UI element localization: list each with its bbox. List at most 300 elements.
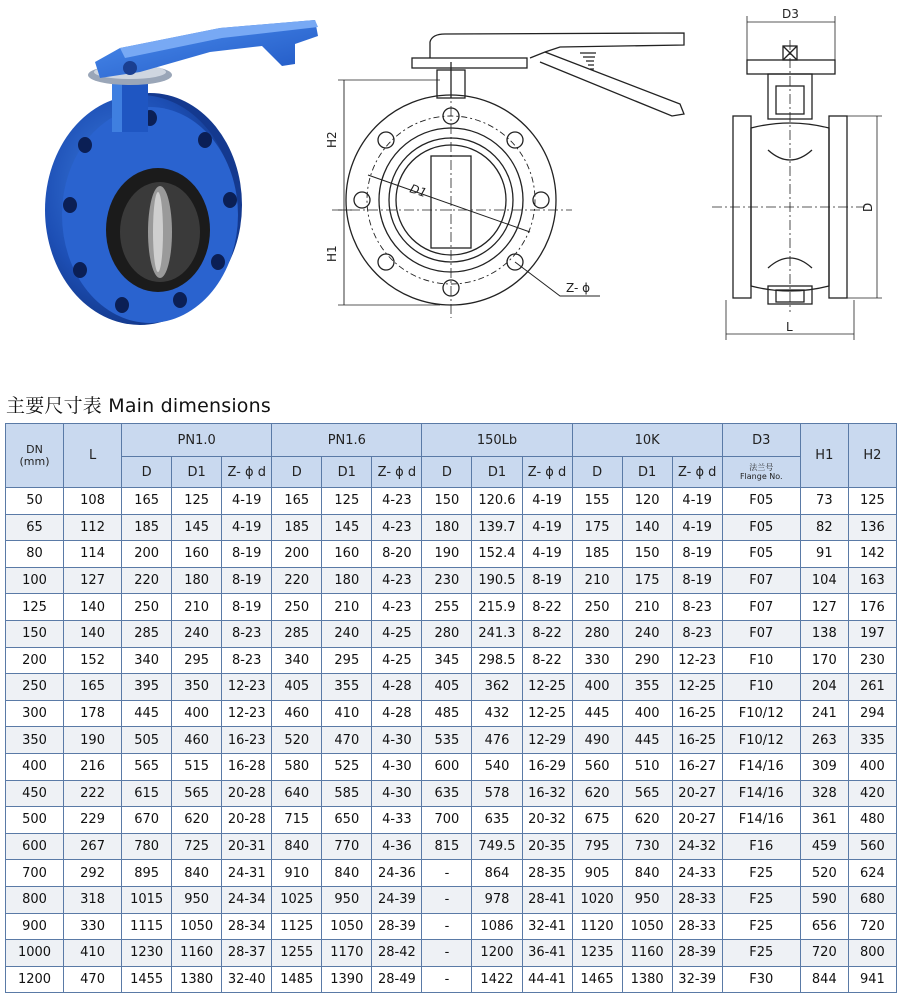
cell-10k-d1: 150 bbox=[622, 541, 672, 568]
cell-pn10-d: 285 bbox=[122, 620, 172, 647]
cell-pn10-zphid: 8-19 bbox=[222, 594, 272, 621]
cell-h2: 680 bbox=[848, 886, 896, 913]
cell-pn16-d1: 145 bbox=[322, 514, 372, 541]
cell-10k-zphid: 8-19 bbox=[672, 541, 722, 568]
cell-10k-zphid: 28-39 bbox=[672, 940, 722, 967]
header-d3: D3 bbox=[722, 424, 800, 457]
cell-pn16-d: 165 bbox=[272, 488, 322, 515]
cell-pn16-zphid: 4-23 bbox=[372, 567, 422, 594]
cell-h2: 125 bbox=[848, 488, 896, 515]
cell-pn10-d: 185 bbox=[122, 514, 172, 541]
cell-10k-zphid: 28-33 bbox=[672, 913, 722, 940]
header-sub-zphid: Z- ϕ d bbox=[222, 457, 272, 488]
cell-h1: 204 bbox=[800, 674, 848, 701]
header-l: L bbox=[64, 424, 122, 488]
cell-10k-d: 620 bbox=[572, 780, 622, 807]
cell-pn10-d: 1455 bbox=[122, 966, 172, 993]
cell-10k-d1: 1050 bbox=[622, 913, 672, 940]
cell-pn16-zphid: 24-39 bbox=[372, 886, 422, 913]
cell-pn16-d: 715 bbox=[272, 807, 322, 834]
cell-dn: 250 bbox=[6, 674, 64, 701]
cell-pn10-zphid: 12-23 bbox=[222, 700, 272, 727]
cell-pn10-d1: 240 bbox=[172, 620, 222, 647]
cell-10k-d1: 730 bbox=[622, 833, 672, 860]
label-z-phi: Z- ϕ bbox=[566, 281, 591, 295]
cell-pn10-zphid: 24-31 bbox=[222, 860, 272, 887]
cell-pn16-zphid: 4-28 bbox=[372, 674, 422, 701]
cell-150lb-zphid: 16-29 bbox=[522, 753, 572, 780]
cell-150lb-zphid: 12-25 bbox=[522, 674, 572, 701]
cell-h2: 624 bbox=[848, 860, 896, 887]
cell-pn16-zphid: 4-30 bbox=[372, 753, 422, 780]
cell-150lb-zphid: 8-22 bbox=[522, 620, 572, 647]
cell-pn10-zphid: 24-34 bbox=[222, 886, 272, 913]
cell-pn10-zphid: 16-23 bbox=[222, 727, 272, 754]
cell-150lb-zphid: 16-32 bbox=[522, 780, 572, 807]
cell-150lb-zphid: 12-25 bbox=[522, 700, 572, 727]
cell-pn16-d: 460 bbox=[272, 700, 322, 727]
cell-d3-flange: F05 bbox=[722, 541, 800, 568]
cell-pn16-zphid: 4-25 bbox=[372, 647, 422, 674]
cell-10k-d: 280 bbox=[572, 620, 622, 647]
cell-10k-zphid: 12-23 bbox=[672, 647, 722, 674]
cell-10k-d1: 620 bbox=[622, 807, 672, 834]
cell-dn: 200 bbox=[6, 647, 64, 674]
cell-h2: 261 bbox=[848, 674, 896, 701]
cell-pn16-d1: 650 bbox=[322, 807, 372, 834]
cell-10k-zphid: 16-25 bbox=[672, 727, 722, 754]
cell-10k-d1: 1160 bbox=[622, 940, 672, 967]
cell-h1: 590 bbox=[800, 886, 848, 913]
cell-150lb-d1: 190.5 bbox=[472, 567, 522, 594]
cell-pn10-zphid: 4-19 bbox=[222, 514, 272, 541]
cell-150lb-d1: 978 bbox=[472, 886, 522, 913]
cell-pn16-d1: 770 bbox=[322, 833, 372, 860]
cell-150lb-d: 180 bbox=[422, 514, 472, 541]
cell-h1: 309 bbox=[800, 753, 848, 780]
cell-d3-flange: F10/12 bbox=[722, 700, 800, 727]
cell-10k-d1: 140 bbox=[622, 514, 672, 541]
cell-pn10-d1: 210 bbox=[172, 594, 222, 621]
header-dn-label: DN bbox=[26, 442, 43, 456]
cell-pn16-d1: 1050 bbox=[322, 913, 372, 940]
cell-pn16-d1: 180 bbox=[322, 567, 372, 594]
cell-10k-d: 330 bbox=[572, 647, 622, 674]
cell-pn10-d1: 725 bbox=[172, 833, 222, 860]
cell-pn10-zphid: 32-40 bbox=[222, 966, 272, 993]
cell-10k-d: 250 bbox=[572, 594, 622, 621]
cell-10k-zphid: 16-25 bbox=[672, 700, 722, 727]
label-h1: H1 bbox=[325, 245, 339, 262]
cell-l: 127 bbox=[64, 567, 122, 594]
cell-150lb-d: 150 bbox=[422, 488, 472, 515]
cell-pn16-d1: 125 bbox=[322, 488, 372, 515]
cell-h2: 142 bbox=[848, 541, 896, 568]
cell-h2: 136 bbox=[848, 514, 896, 541]
cell-pn10-d1: 620 bbox=[172, 807, 222, 834]
cell-150lb-d1: 241.3 bbox=[472, 620, 522, 647]
illustration-area bbox=[0, 0, 900, 385]
cell-pn10-zphid: 16-28 bbox=[222, 753, 272, 780]
cell-150lb-zphid: 32-41 bbox=[522, 913, 572, 940]
cell-pn16-d1: 410 bbox=[322, 700, 372, 727]
label-d: D bbox=[861, 202, 875, 212]
cell-d3-flange: F30 bbox=[722, 966, 800, 993]
cell-pn10-d1: 1160 bbox=[172, 940, 222, 967]
cell-150lb-zphid: 44-41 bbox=[522, 966, 572, 993]
cell-d3-flange: F14/16 bbox=[722, 807, 800, 834]
header-dn bbox=[6, 424, 64, 488]
cell-150lb-d1: 540 bbox=[472, 753, 522, 780]
table-row bbox=[6, 541, 897, 568]
cell-150lb-d: - bbox=[422, 940, 472, 967]
cell-pn10-zphid: 28-37 bbox=[222, 940, 272, 967]
cell-pn10-d: 615 bbox=[122, 780, 172, 807]
cell-pn16-d1: 470 bbox=[322, 727, 372, 754]
cell-pn16-zphid: 28-39 bbox=[372, 913, 422, 940]
header-dn-unit: (mm) bbox=[19, 454, 50, 468]
cell-150lb-d: 535 bbox=[422, 727, 472, 754]
cell-h1: 104 bbox=[800, 567, 848, 594]
cell-l: 178 bbox=[64, 700, 122, 727]
cell-pn16-d: 1025 bbox=[272, 886, 322, 913]
cell-pn16-zphid: 4-33 bbox=[372, 807, 422, 834]
cell-150lb-zphid: 12-29 bbox=[522, 727, 572, 754]
header-sub-d1: D1 bbox=[172, 457, 222, 488]
cell-pn16-zphid: 28-49 bbox=[372, 966, 422, 993]
cell-10k-d: 445 bbox=[572, 700, 622, 727]
cell-pn16-d: 580 bbox=[272, 753, 322, 780]
cell-pn16-zphid: 4-23 bbox=[372, 514, 422, 541]
table-row bbox=[6, 514, 897, 541]
cell-150lb-d: 255 bbox=[422, 594, 472, 621]
cell-10k-d1: 240 bbox=[622, 620, 672, 647]
cell-l: 229 bbox=[64, 807, 122, 834]
cell-dn: 900 bbox=[6, 913, 64, 940]
cell-l: 222 bbox=[64, 780, 122, 807]
cell-dn: 500 bbox=[6, 807, 64, 834]
cell-pn10-zphid: 12-23 bbox=[222, 674, 272, 701]
cell-pn10-d1: 125 bbox=[172, 488, 222, 515]
cell-10k-d: 560 bbox=[572, 753, 622, 780]
cell-pn10-d: 165 bbox=[122, 488, 172, 515]
cell-pn10-d: 505 bbox=[122, 727, 172, 754]
cell-10k-d1: 510 bbox=[622, 753, 672, 780]
cell-150lb-zphid: 36-41 bbox=[522, 940, 572, 967]
cell-10k-d1: 950 bbox=[622, 886, 672, 913]
cell-d3-flange: F05 bbox=[722, 514, 800, 541]
cell-dn: 350 bbox=[6, 727, 64, 754]
cell-10k-d: 905 bbox=[572, 860, 622, 887]
cell-pn10-d1: 145 bbox=[172, 514, 222, 541]
cell-h1: 241 bbox=[800, 700, 848, 727]
cell-10k-zphid: 20-27 bbox=[672, 780, 722, 807]
header-h2: H2 bbox=[848, 424, 896, 488]
cell-10k-zphid: 8-23 bbox=[672, 594, 722, 621]
cell-150lb-d1: 476 bbox=[472, 727, 522, 754]
cell-10k-d: 1120 bbox=[572, 913, 622, 940]
table-row bbox=[6, 940, 897, 967]
table-row bbox=[6, 567, 897, 594]
table-row bbox=[6, 860, 897, 887]
cell-150lb-d: - bbox=[422, 966, 472, 993]
cell-h2: 176 bbox=[848, 594, 896, 621]
cell-pn10-d1: 400 bbox=[172, 700, 222, 727]
cell-150lb-d: 815 bbox=[422, 833, 472, 860]
table-row bbox=[6, 727, 897, 754]
cell-pn16-d1: 585 bbox=[322, 780, 372, 807]
cell-pn10-d: 250 bbox=[122, 594, 172, 621]
cell-h1: 263 bbox=[800, 727, 848, 754]
cell-d3-flange: F25 bbox=[722, 913, 800, 940]
header-group-10k: 10K bbox=[572, 424, 722, 457]
cell-10k-zphid: 24-32 bbox=[672, 833, 722, 860]
cell-d3-flange: F07 bbox=[722, 594, 800, 621]
label-l: L bbox=[786, 320, 793, 334]
cell-150lb-zphid: 8-22 bbox=[522, 594, 572, 621]
cell-pn16-d1: 160 bbox=[322, 541, 372, 568]
cell-pn16-zphid: 4-25 bbox=[372, 620, 422, 647]
cell-10k-d: 795 bbox=[572, 833, 622, 860]
cell-pn10-zphid: 8-19 bbox=[222, 567, 272, 594]
header-group-pn10: PN1.0 bbox=[122, 424, 272, 457]
front-view-drawing bbox=[332, 33, 684, 318]
cell-pn16-zphid: 4-23 bbox=[372, 594, 422, 621]
cell-h1: 138 bbox=[800, 620, 848, 647]
cell-l: 318 bbox=[64, 886, 122, 913]
cell-dn: 150 bbox=[6, 620, 64, 647]
cell-pn16-d1: 525 bbox=[322, 753, 372, 780]
cell-pn10-d: 220 bbox=[122, 567, 172, 594]
cell-10k-zphid: 12-25 bbox=[672, 674, 722, 701]
cell-pn10-d: 445 bbox=[122, 700, 172, 727]
valve-drawings bbox=[0, 0, 900, 385]
cell-150lb-zphid: 4-19 bbox=[522, 514, 572, 541]
table-row bbox=[6, 833, 897, 860]
cell-l: 267 bbox=[64, 833, 122, 860]
cell-pn10-zphid: 4-19 bbox=[222, 488, 272, 515]
cell-dn: 100 bbox=[6, 567, 64, 594]
cell-150lb-zphid: 4-19 bbox=[522, 541, 572, 568]
cell-d3-flange: F14/16 bbox=[722, 780, 800, 807]
cell-l: 165 bbox=[64, 674, 122, 701]
cell-10k-zphid: 28-33 bbox=[672, 886, 722, 913]
header-sub-d1: D1 bbox=[322, 457, 372, 488]
cell-pn16-zphid: 8-20 bbox=[372, 541, 422, 568]
header-sub-d: D bbox=[272, 457, 322, 488]
cell-pn10-d: 670 bbox=[122, 807, 172, 834]
cell-10k-d1: 290 bbox=[622, 647, 672, 674]
table-row bbox=[6, 966, 897, 993]
table-row bbox=[6, 594, 897, 621]
cell-150lb-d1: 864 bbox=[472, 860, 522, 887]
table-row bbox=[6, 674, 897, 701]
cell-150lb-d: 405 bbox=[422, 674, 472, 701]
cell-h1: 459 bbox=[800, 833, 848, 860]
cell-150lb-d: 485 bbox=[422, 700, 472, 727]
label-d3: D3 bbox=[782, 7, 799, 21]
cell-h1: 91 bbox=[800, 541, 848, 568]
cell-d3-flange: F25 bbox=[722, 886, 800, 913]
cell-150lb-zphid: 28-41 bbox=[522, 886, 572, 913]
cell-10k-zphid: 4-19 bbox=[672, 514, 722, 541]
cell-pn10-d1: 515 bbox=[172, 753, 222, 780]
cell-pn16-zphid: 4-30 bbox=[372, 727, 422, 754]
cell-dn: 65 bbox=[6, 514, 64, 541]
cell-h1: 844 bbox=[800, 966, 848, 993]
cell-h2: 230 bbox=[848, 647, 896, 674]
cell-pn16-d: 285 bbox=[272, 620, 322, 647]
cell-h1: 328 bbox=[800, 780, 848, 807]
cell-pn16-d1: 950 bbox=[322, 886, 372, 913]
cell-10k-d1: 210 bbox=[622, 594, 672, 621]
cell-150lb-d1: 578 bbox=[472, 780, 522, 807]
cell-pn10-zphid: 8-23 bbox=[222, 620, 272, 647]
cell-h2: 163 bbox=[848, 567, 896, 594]
cell-150lb-d: 280 bbox=[422, 620, 472, 647]
cell-pn16-zphid: 4-30 bbox=[372, 780, 422, 807]
cell-150lb-d: 700 bbox=[422, 807, 472, 834]
cell-h1: 361 bbox=[800, 807, 848, 834]
cell-h2: 941 bbox=[848, 966, 896, 993]
cell-h2: 480 bbox=[848, 807, 896, 834]
cell-150lb-d1: 1086 bbox=[472, 913, 522, 940]
cell-10k-d: 675 bbox=[572, 807, 622, 834]
cell-pn10-d1: 295 bbox=[172, 647, 222, 674]
dimensions-table bbox=[5, 423, 897, 993]
cell-150lb-d1: 749.5 bbox=[472, 833, 522, 860]
valve-photo bbox=[45, 20, 318, 325]
cell-150lb-d: 190 bbox=[422, 541, 472, 568]
table-body bbox=[6, 488, 897, 993]
cell-h1: 170 bbox=[800, 647, 848, 674]
header-sub-d: D bbox=[572, 457, 622, 488]
table-row bbox=[6, 886, 897, 913]
cell-10k-d1: 400 bbox=[622, 700, 672, 727]
cell-pn10-zphid: 8-23 bbox=[222, 647, 272, 674]
cell-l: 114 bbox=[64, 541, 122, 568]
cell-pn16-d: 1485 bbox=[272, 966, 322, 993]
table-row bbox=[6, 488, 897, 515]
cell-10k-d: 185 bbox=[572, 541, 622, 568]
cell-l: 410 bbox=[64, 940, 122, 967]
cell-h2: 197 bbox=[848, 620, 896, 647]
cell-dn: 400 bbox=[6, 753, 64, 780]
cell-pn16-d: 1255 bbox=[272, 940, 322, 967]
cell-l: 470 bbox=[64, 966, 122, 993]
cell-pn16-d1: 240 bbox=[322, 620, 372, 647]
cell-d3-flange: F25 bbox=[722, 940, 800, 967]
cell-l: 108 bbox=[64, 488, 122, 515]
cell-pn16-d: 340 bbox=[272, 647, 322, 674]
header-group-pn16: PN1.6 bbox=[272, 424, 422, 457]
cell-pn16-d1: 1170 bbox=[322, 940, 372, 967]
cell-10k-d: 1020 bbox=[572, 886, 622, 913]
header-sub-zphid: Z- ϕ d bbox=[672, 457, 722, 488]
cell-pn16-zphid: 4-23 bbox=[372, 488, 422, 515]
cell-dn: 80 bbox=[6, 541, 64, 568]
header-flange-cn: 法兰号 bbox=[749, 463, 774, 472]
header-h1: H1 bbox=[800, 424, 848, 488]
cell-150lb-zphid: 20-32 bbox=[522, 807, 572, 834]
cell-10k-d1: 1380 bbox=[622, 966, 672, 993]
cell-10k-zphid: 24-33 bbox=[672, 860, 722, 887]
table-row bbox=[6, 780, 897, 807]
table-header-row-1 bbox=[6, 424, 897, 457]
cell-10k-zphid: 16-27 bbox=[672, 753, 722, 780]
cell-10k-d: 175 bbox=[572, 514, 622, 541]
cell-l: 330 bbox=[64, 913, 122, 940]
cell-pn10-d: 1115 bbox=[122, 913, 172, 940]
cell-h1: 82 bbox=[800, 514, 848, 541]
cell-150lb-d1: 298.5 bbox=[472, 647, 522, 674]
cell-pn16-d: 520 bbox=[272, 727, 322, 754]
table-header-row-2 bbox=[6, 457, 897, 488]
cell-pn16-d: 840 bbox=[272, 833, 322, 860]
cell-pn16-d: 910 bbox=[272, 860, 322, 887]
cell-10k-d1: 175 bbox=[622, 567, 672, 594]
cell-dn: 800 bbox=[6, 886, 64, 913]
table-row bbox=[6, 700, 897, 727]
cell-10k-zphid: 4-19 bbox=[672, 488, 722, 515]
cell-h1: 73 bbox=[800, 488, 848, 515]
cell-pn10-d: 1015 bbox=[122, 886, 172, 913]
cell-l: 292 bbox=[64, 860, 122, 887]
table-row bbox=[6, 753, 897, 780]
cell-pn16-d: 250 bbox=[272, 594, 322, 621]
cell-l: 190 bbox=[64, 727, 122, 754]
cell-pn10-d1: 950 bbox=[172, 886, 222, 913]
cell-pn16-d1: 840 bbox=[322, 860, 372, 887]
cell-10k-d1: 355 bbox=[622, 674, 672, 701]
cell-pn10-d1: 180 bbox=[172, 567, 222, 594]
cell-150lb-d1: 215.9 bbox=[472, 594, 522, 621]
cell-pn10-zphid: 20-28 bbox=[222, 807, 272, 834]
cell-150lb-zphid: 8-19 bbox=[522, 567, 572, 594]
cell-dn: 50 bbox=[6, 488, 64, 515]
cell-pn16-d: 220 bbox=[272, 567, 322, 594]
cell-pn16-d1: 1390 bbox=[322, 966, 372, 993]
cell-10k-d: 1465 bbox=[572, 966, 622, 993]
header-flange-en: Flange No. bbox=[739, 472, 783, 481]
cell-10k-d1: 445 bbox=[622, 727, 672, 754]
cell-150lb-d1: 152.4 bbox=[472, 541, 522, 568]
header-sub-d1: D1 bbox=[472, 457, 522, 488]
cell-pn10-d1: 1380 bbox=[172, 966, 222, 993]
cell-d3-flange: F10 bbox=[722, 647, 800, 674]
header-sub-d: D bbox=[122, 457, 172, 488]
cell-pn16-d: 185 bbox=[272, 514, 322, 541]
header-sub-d: D bbox=[422, 457, 472, 488]
cell-pn16-d: 640 bbox=[272, 780, 322, 807]
cell-10k-zphid: 20-27 bbox=[672, 807, 722, 834]
cell-pn10-d: 895 bbox=[122, 860, 172, 887]
cell-dn: 300 bbox=[6, 700, 64, 727]
cell-h1: 656 bbox=[800, 913, 848, 940]
cell-150lb-d: 635 bbox=[422, 780, 472, 807]
cell-dn: 125 bbox=[6, 594, 64, 621]
cell-10k-d: 400 bbox=[572, 674, 622, 701]
cell-10k-d1: 120 bbox=[622, 488, 672, 515]
cell-h2: 420 bbox=[848, 780, 896, 807]
cell-h2: 335 bbox=[848, 727, 896, 754]
cell-h1: 720 bbox=[800, 940, 848, 967]
header-sub-zphid: Z- ϕ d bbox=[522, 457, 572, 488]
cell-pn10-d1: 460 bbox=[172, 727, 222, 754]
cell-pn10-d: 565 bbox=[122, 753, 172, 780]
cell-150lb-d: 230 bbox=[422, 567, 472, 594]
cell-10k-d1: 840 bbox=[622, 860, 672, 887]
